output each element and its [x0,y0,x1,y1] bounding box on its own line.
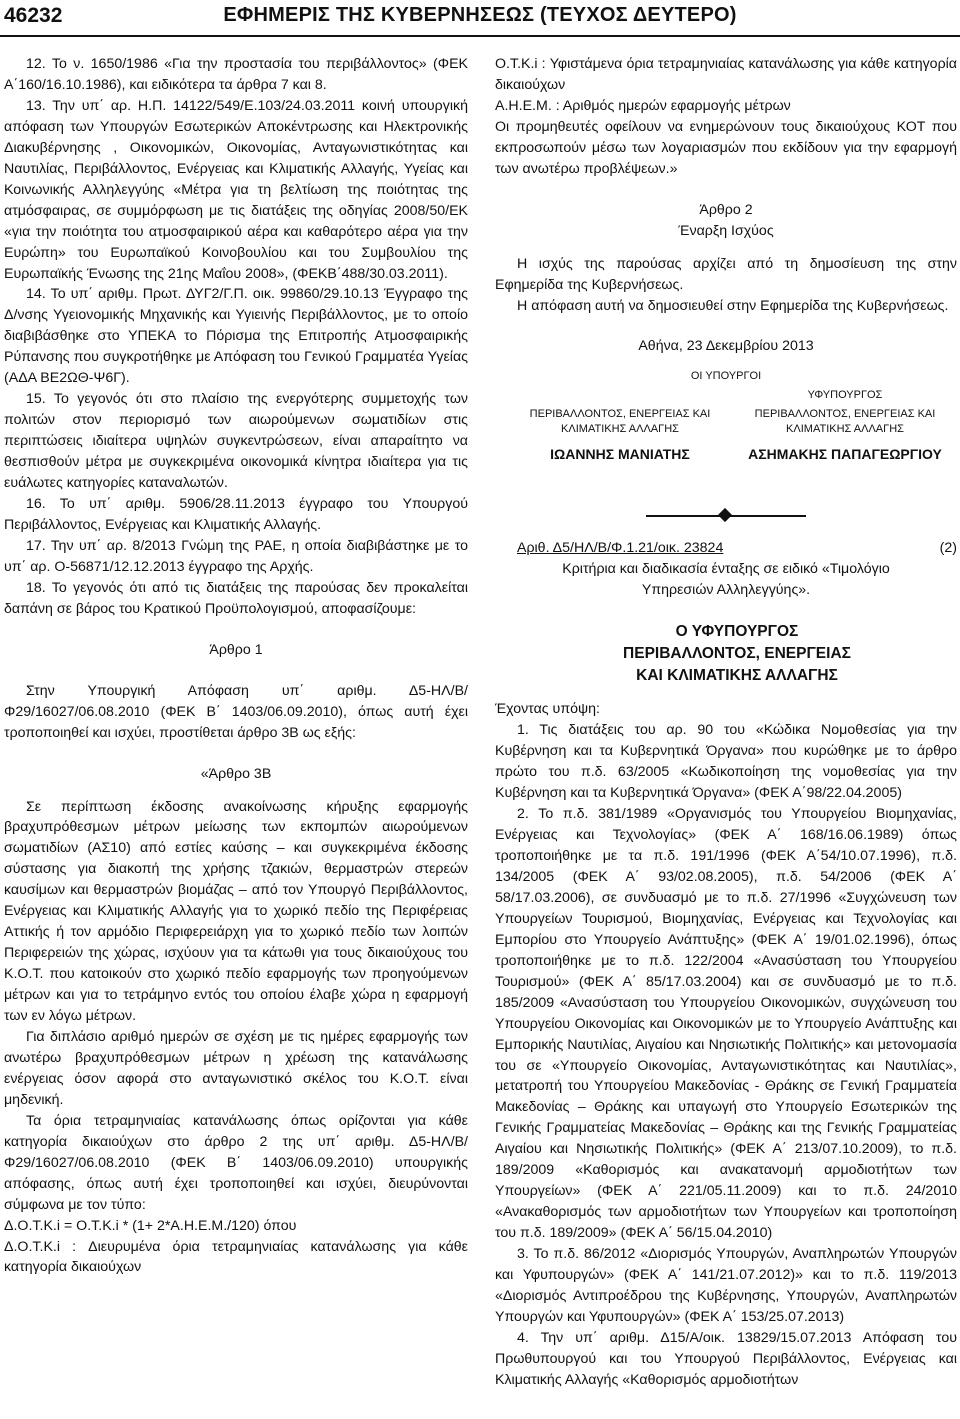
sig-right-role: ΥΦΥΠΟΥΡΓΟΣ [807,389,883,402]
article-2-paragraph-2: Η απόφαση αυτή να δημοσιευθεί στην Εφημερίδα της Κυβερνήσεως. [517,297,949,314]
signature-left [525,388,715,463]
reference-index: (2) [939,540,957,557]
definition-dotk: Δ.Ο.Τ.Κ.i : Διευρυμένα όρια τετραμηνιαίας κατανάλωσης για κάθε κατηγορία δικαιούχων [4,1238,468,1276]
date-place: Αθήνα, 23 Δεκεμβρίου 2013 [638,338,814,355]
diamond-icon [718,508,732,522]
having-regard: Έχοντας υπόψη: [495,701,600,718]
spacer [4,785,468,797]
spacer [495,526,957,538]
recital-14: 14. Το υπ΄ αριθμ. Πρωτ. ΔΥΓ2/Γ.Π. οικ. 99860/29.10.13 Έγγραφο της Δ/νσης Υγειονομικής Μηχανικής και Υγιεινής Περιβάλλοντος, με το οποίο διαβιβάσθηκε στο ΥΠΕΚΑ το Πόρισμα της Επιτροπής Ατμοσφαιρικής Ρύπανσης που συγκροτήθηκε με Απόφαση του Γενικού Γραμματέα Υγείας (ΑΔΑ ΒΕ2ΩΘ-Ψ6Γ). [4,286,468,387]
sig-right-name: ΑΣΗΜΑΚΗΣ ΠΑΠΑΓΕΩΡΓΙΟΥ [748,446,942,463]
spacer [4,744,468,764]
reference-number: Αριθ. Δ5/ΗΛ/Β/Φ.1.21/οικ. 23824 [517,540,724,557]
spacer [4,620,468,640]
gazette-title: ΕΦΗΜΕΡΙΣ ΤΗΣ ΚΥΒΕΡΝΗΣΕΩΣ (ΤΕΥΧΟΣ ΔΕΥΤΕΡΟ) [223,4,737,26]
sig-left-name: ΙΩΑΝΝΗΣ ΜΑΝΙΑΤΗΣ [550,446,690,463]
authority-line-2: ΠΕΡΙΒΑΛΛΟΝΤΟΣ, ΕΝΕΡΓΕΙΑΣ [623,645,851,663]
article-3b-paragraph-1: Σε περίπτωση έκδοσης ανακοίνωσης κήρυξης εφαρμογής βραχυπρόθεσμων μέτρων μείωσης των εκπομπών αιωρούμενων σωματιδίων (ΑΣ10) από εστίες καύσης – και συγκεκριμένα έκδοσης σύστασης για διακοπή της χρήσης τζακιών, θερμαστρών στερεών καυσίμων και θερμαστρών βιομάζας – από τον Υπουργό Περιβάλλοντος, Ενέργειας και Κλιματικής Αλλαγής για το χωρικό πεδίο της Περιφέρειας Αττικής ή τον αρμόδιο Περιφερειάρχη για το χωρικό πεδίο των λοιπών Περιφερειών της χώρας, ισχύουν για τα κάτωθι για τους δικαιούχους του Κ.Ο.Τ. που κατοικούν στο χωρικό πεδίο εφαρμογής των προηγούμενων μέτρων και για το τετράμηνο εντός του οποίου έλαβε χώρα η εφαρμογή των εν λόγω μέτρων. [4,798,468,1025]
spacer [4,661,468,681]
regard-1: 1. Τις διατάξεις του αρ. 90 του «Κώδικα Νομοθεσίας για την Κυβέρνηση και τα Κυβερνητικά Όργανα» που κυρώθηκε με το άρθρο πρώτο του π.δ. 63/2005 «Κωδικοποίηση της νομοθεσίας για την Κυβέρνηση και τα Κυβερνητικά Όργανα» (ΦΕΚ Α΄98/22.04.2005) [495,722,957,802]
article-1-text: Στην Υπουργική Απόφαση υπ΄ αριθμ. Δ5-ΗΛ/Β/Φ29/16027/06.08.2010 (ΦΕΚ Β΄ 1403/06.09.2010), όπως αυτή έχει τροποποιηθεί και ισχύει, προστίθεται άρθρο 3Β ως εξής: [4,682,468,741]
page-header [0,0,960,40]
ministers-label: ΟΙ ΥΠΟΥΡΓΟΙ [690,370,762,383]
spacer [495,242,957,254]
article-3b-paragraph-2: Για διπλάσιο αριθμό ημερών σε σχέση με τις ημέρες εφαρμογής των ανωτέρω βραχυπρόθεσμων μέτρων η χρέωση της κατανάλωσης ενέργειας όσον αφορά στο ανταγωνιστικό σκέλος του Κ.Ο.Τ. είναι μηδενική. [4,1028,468,1108]
spacer [495,357,957,369]
recital-17: 17. Την υπ΄ αρ. 8/2013 Γνώμη της ΡΑΕ, η οποία διαβιβάστηκε με το υπ΄ αρ. Ο-56871/12.12.2013 έγγραφο της Αρχής. [4,537,468,575]
article-2-paragraph-1: Η ισχύς της παρούσας αρχίζει από τη δημοσίευση της στην Εφημερίδα της Κυβερνήσεως. [495,255,957,293]
recital-16: 16. Το υπ΄ αριθμ. 5906/28.11.2013 έγγραφο του Υπουργού Περιβάλλοντος, Ενέργειας και Κλιματικής Αλλαγής. [4,496,468,533]
suppliers-obligation: Οι προμηθευτές οφείλουν να ενημερώνουν τους δικαιούχους ΚΟΤ που εκπροσωπούν μέσω των λογαριασμών που εκδίδουν για την εφαρμογή των ανωτέρω προβλέψεων.» [495,118,957,177]
article-3b-paragraph-3: Τα όρια τετραμηνιαίας κατανάλωσης όπως ορίζονται για κάθε κατηγορία δικαιούχων στο άρθρο 2 της υπ΄ αριθμ. Δ5-ΗΛ/Β/Φ29/16027/06.08.2010 (ΦΕΚ Β΄ 1403/06.09.2010) υπουργικής απόφασης, όπως αυτή έχει τροποποιηθεί και ισχύει, διευρύνονται σύμφωνα με τον τύπο: [4,1112,468,1213]
article-1-title: Άρθρο 1 [209,641,263,658]
left-column [4,54,468,1278]
spacer [495,601,957,621]
regard-3: 3. Το π.δ. 86/2012 «Διορισμός Υπουργών, Αναπληρωτών Υπουργών και Υφυπουργών» (ΦΕΚ Α΄ 141/21.07.2012)» και το π.δ. 119/2013 «Διορισμός Αντιπροέδρου της Κυβέρνησης, Υπουργών, Αναπληρωτών Υπουργών και Υφυπουργών» (ΦΕΚ Α΄ 153/25.07.2013) [495,1246,957,1325]
recital-12: 12. Το ν. 1650/1986 «Για την προστασία του περιβάλλοντος» (ΦΕΚ Α΄160/16.10.1986), και ειδικότερα τα άρθρα 7 και 8. [4,56,468,93]
page-number: 46232 [4,4,63,27]
sig-left-title: ΠΕΡΙΒΑΛΛΟΝΤΟΣ, ΕΝΕΡΓΕΙΑΣ ΚΑΙ ΚΛΙΜΑΤΙΚΗΣ ΑΛΛΑΓΗΣ [529,408,711,436]
definition-otk: Ο.Τ.Κ.i : Υφιστάμενα όρια τετραμηνιαίας κατανάλωσης για κάθε κατηγορία δικαιούχων [495,56,957,93]
definition-ahem: Α.Η.Ε.Μ. : Αριθμός ημερών εφαρμογής μέτρων [495,97,791,114]
recital-13: 13. Την υπ΄ αρ. Η.Π. 14122/549/Ε.103/24.03.2011 κοινή υπουργική απόφαση των Υπουργών Εσωτερικών Αποκέντρωσης και Ηλεκτρονικής Διακυβέρνησης , Οικονομικών, Οικονομίας, Ανταγωνιστικότητας και Ναυτιλίας, Περιβάλλοντος, Ενέργειας και Κλιματικής Αλλαγής, Υγείας και Κοινωνικής Αλληλεγγύης «Μέτρα για τη βελτίωση της ποιότητας της ατμόσφαιρας, σε συμμόρφωση με τις διατάξεις της οδηγίας 2008/50/ΕΚ «για την ποιότητα του ατμοσφαιρικού αέρα και καθαρότερο αέρα για την Ευρώπη» του Ευρωπαϊκού Κοινοβουλίου και του Συμβουλίου της Ευρωπαϊκής Ένωσης της 21ης Μαΐου 2008», (ΦΕΚΒ΄488/30.03.2011). [4,97,468,282]
signature-right [735,388,955,463]
sig-left-role-spacer [525,388,715,403]
article-2-subtitle: Έναρξη Ισχύος [678,222,774,239]
signature-block [495,388,957,506]
header-rule [0,35,960,37]
decision-title: Κριτήρια και διαδικασία ένταξης σε ειδικό «Τιμολόγιο Υπηρεσιών Αλληλεγγύης». [562,561,890,599]
recital-15: 15. Το γεγονός ότι στο πλαίσιο της ενεργότερης συμμετοχής των πολιτών στον περιορισμό των αιωρούμενων σωματιδίων στις περιπτώσεις ιδιαίτερα υψηλών συγκεντρώσεων, είναι απαραίτητο να θεσπισθούν μέτρα με συγκεκριμένα οικονομικά κίνητρα ιδιαίτερα για τις ευάλωτες κατηγορίες καταναλωτών. [4,391,468,492]
spacer [495,316,957,336]
authority-line-1: Ο ΥΦΥΠΟΥΡΓΟΣ [675,623,799,641]
regard-4: 4. Την υπ΄ αριθμ. Δ15/Α/οικ. 13829/15.07.2013 Απόφαση του Πρωθυπουργού και του Υπουργού Περιβάλλοντος, Ενέργειας και Κλιματικής Αλλαγής «Καθορισμός αρμοδιοτήτων [495,1329,957,1388]
formula: Δ.Ο.Τ.Κ.i = Ο.Τ.Κ.i * (1+ 2*Α.Η.Ε.Μ./120) όπου [4,1217,297,1234]
regard-2: 2. Το π.δ. 381/1989 «Οργανισμός του Υπουργείου Βιομηχανίας, Ενέργειας και Τεχνολογίας» (ΦΕΚ Α΄ 168/16.06.1989) όπως τροποποιήθηκε με τα π.δ. 191/1996 (ΦΕΚ Α΄54/10.07.1996), π.δ. 134/2005 (ΦΕΚ Α΄ 93/02.08.2005), π.δ. 54/2006 (ΦΕΚ Α΄ 58/17.03.2006), σε συνδυασμό με το π.δ. 27/1996 «Συγχώνευση των Υπουργείων Τουρισμού, Βιομηχανίας, Ενέργειας και Τεχνολογίας και Εμπορίου στο Υπουργείο Ανάπτυξης» (ΦΕΚ Α΄ 19/01.02.1996), όπως τροποποιήθηκε με το π.δ. 122/2004 «Ανασύσταση του Υπουργείου Τουρισμού» (ΦΕΚ Α΄ 85/17.03.2004) και σε συνδυασμό με το π.δ. 185/2009 «Ανασύσταση του Υπουργείου Οικονομικών, συγχώνευση του Υπουργείου Οικονομίας και Οικονομικών με το Υπουργείο Ανάπτυξης και Εμπορικής Ναυτιλίας, Αιγαίου και Νησιωτικής Πολιτικής» και μετονομασία του σε «Υπουργείο Οικονομίας, Ανταγωνιστικότητας και Ναυτιλίας», μετατροπή του Υπουργείου Μακεδονίας - Θράκης σε Γενική Γραμματεία Μακεδονίας – Θράκης και υπαγωγή στο Υπουργείο Εσωτερικών της Γενικής Γραμματείας Μακεδονίας – Θράκης και της Γενικής Γραμματείας Αιγαίου και Νησιωτικής Πολιτικής» (ΦΕΚ Α΄ 213/07.10.2009), το π.δ. 189/2009 «Καθορισμός και ανακατανομή αρμοδιοτήτων των Υπουργείων» (ΦΕΚ Α΄ 221/05.11.2009) και το π.δ. 24/2010 «Ανακαθορισμός των αρμοδιοτήτων των Υπουργείων και τροποποίηση του π.δ. 189/2009» (ΦΕΚ Α΄ 56/15.04.2010) [495,806,957,1242]
authority-line-3: ΚΑΙ ΚΛΙΜΑΤΙΚΗΣ ΑΛΛΑΓΗΣ [636,667,838,685]
section-divider [646,506,806,526]
sig-right-title: ΠΕΡΙΒΑΛΛΟΝΤΟΣ, ΕΝΕΡΓΕΙΑΣ ΚΑΙ ΚΛΙΜΑΤΙΚΗΣ ΑΛΛΑΓΗΣ [754,408,936,436]
article-3b-title: «Άρθρο 3Β [200,765,272,782]
reference-line [495,538,957,559]
recital-18: 18. Το γεγονός ότι από τις διατάξεις της παρούσας δεν προκαλείται δαπάνη σε βάρος του Κρατικού Προϋπολογισμού, αποφασίζουμε: [4,579,468,617]
article-2-title: Άρθρο 2 [699,201,753,218]
spacer [495,687,957,699]
spacer [495,180,957,200]
right-column [495,54,957,1391]
